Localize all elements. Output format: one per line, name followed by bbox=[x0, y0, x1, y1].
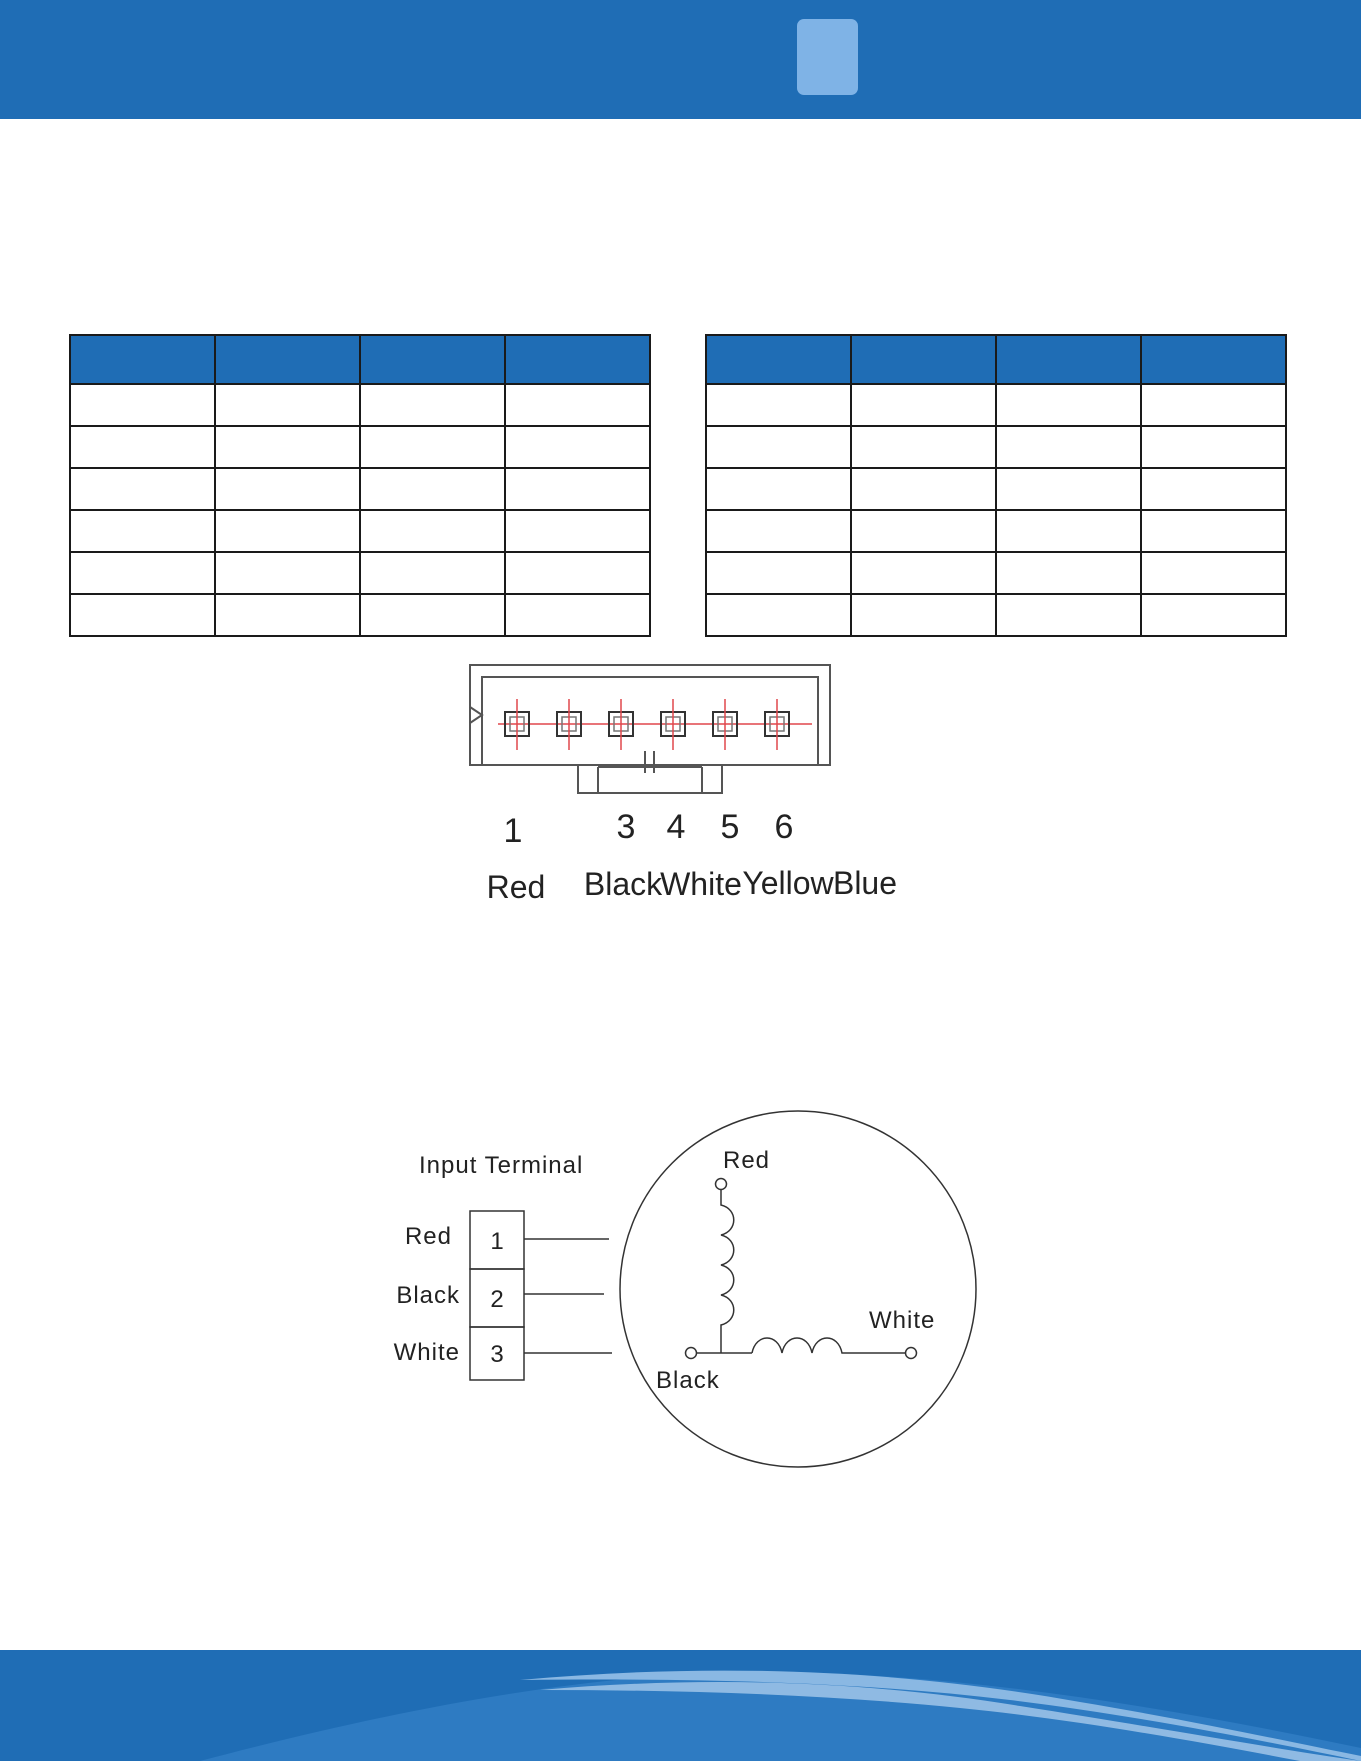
table-row bbox=[70, 468, 650, 510]
coil-label-black: Black bbox=[656, 1367, 720, 1394]
table-cell bbox=[996, 384, 1141, 426]
terminal-label-red: Red bbox=[404, 1223, 452, 1250]
table-cell bbox=[1141, 552, 1286, 594]
table-cell bbox=[1141, 426, 1286, 468]
header-cell bbox=[70, 335, 215, 384]
table-cell bbox=[505, 426, 650, 468]
table-row bbox=[70, 384, 650, 426]
table-cell bbox=[70, 468, 215, 510]
motor-outline bbox=[620, 1111, 976, 1467]
table-cell bbox=[360, 468, 505, 510]
table-cell bbox=[851, 510, 996, 552]
pin-number-3: 3 bbox=[616, 808, 636, 846]
coil-label-red: Red bbox=[723, 1147, 771, 1174]
table-header-row bbox=[706, 335, 1286, 384]
table-cell bbox=[505, 594, 650, 636]
table-cell bbox=[70, 552, 215, 594]
header-cell bbox=[996, 335, 1141, 384]
table-row bbox=[70, 594, 650, 636]
table-cell bbox=[1141, 384, 1286, 426]
table-cell bbox=[215, 384, 360, 426]
table-cell bbox=[215, 594, 360, 636]
table-cell bbox=[70, 384, 215, 426]
header-cell bbox=[851, 335, 996, 384]
footer-swoosh bbox=[0, 1650, 1361, 1761]
pin-number-4: 4 bbox=[666, 808, 686, 846]
connector-diagram bbox=[460, 655, 920, 915]
table-cell bbox=[996, 552, 1141, 594]
table-cell bbox=[360, 594, 505, 636]
table-cell bbox=[851, 384, 996, 426]
header-cell bbox=[215, 335, 360, 384]
table-cell bbox=[215, 426, 360, 468]
table-cell bbox=[70, 426, 215, 468]
table-cell bbox=[851, 594, 996, 636]
table-cell bbox=[996, 594, 1141, 636]
table-cell bbox=[706, 552, 851, 594]
spec-table-left bbox=[69, 334, 651, 637]
terminal-number-2: 2 bbox=[490, 1286, 504, 1313]
table-cell bbox=[215, 552, 360, 594]
pin-color-blue: Blue bbox=[832, 865, 898, 901]
terminal-title: Input Terminal bbox=[419, 1152, 584, 1179]
header-cell bbox=[505, 335, 650, 384]
table-cell bbox=[1141, 594, 1286, 636]
table-cell bbox=[215, 468, 360, 510]
table-row bbox=[706, 384, 1286, 426]
table-cell bbox=[70, 594, 215, 636]
table-cell bbox=[851, 426, 996, 468]
table-cell bbox=[505, 552, 650, 594]
table-row bbox=[706, 468, 1286, 510]
terminal-label-black: Black bbox=[396, 1282, 460, 1309]
table-cell bbox=[706, 426, 851, 468]
header-tab-accent bbox=[797, 19, 858, 95]
table-row bbox=[706, 510, 1286, 552]
pin-number-6: 6 bbox=[774, 808, 794, 846]
pin-color-black: Black bbox=[583, 866, 663, 902]
table-cell bbox=[706, 594, 851, 636]
table-cell bbox=[505, 510, 650, 552]
table-cell bbox=[851, 468, 996, 510]
header-band bbox=[0, 0, 1361, 119]
spec-table-right bbox=[705, 334, 1287, 637]
table-cell bbox=[215, 510, 360, 552]
header-cell bbox=[706, 335, 851, 384]
header-cell bbox=[1141, 335, 1286, 384]
table-cell bbox=[360, 510, 505, 552]
table-cell bbox=[505, 384, 650, 426]
table-row bbox=[70, 426, 650, 468]
header-cell bbox=[360, 335, 505, 384]
table-cell bbox=[1141, 510, 1286, 552]
table-row bbox=[706, 552, 1286, 594]
motor-wiring-diagram bbox=[380, 1105, 1000, 1485]
table-cell bbox=[360, 384, 505, 426]
terminal-number-3: 3 bbox=[490, 1341, 504, 1368]
table-row bbox=[706, 594, 1286, 636]
pin-number-5: 5 bbox=[720, 808, 740, 846]
table-cell bbox=[360, 426, 505, 468]
table-row bbox=[706, 426, 1286, 468]
terminal-label-white: White bbox=[393, 1339, 460, 1366]
table-cell bbox=[996, 426, 1141, 468]
table-cell bbox=[1141, 468, 1286, 510]
table-header-row bbox=[70, 335, 650, 384]
table-cell bbox=[706, 468, 851, 510]
footer-band bbox=[0, 1650, 1361, 1761]
table-cell bbox=[505, 468, 650, 510]
table-cell bbox=[851, 552, 996, 594]
table-row bbox=[70, 552, 650, 594]
table-cell bbox=[70, 510, 215, 552]
pin-color-yellow: Yellow bbox=[742, 865, 834, 901]
coil-label-white: White bbox=[869, 1307, 936, 1334]
terminal-number-1: 1 bbox=[490, 1228, 504, 1255]
pin-number-1: 1 bbox=[503, 812, 523, 850]
table-cell bbox=[706, 510, 851, 552]
table-cell bbox=[360, 552, 505, 594]
table-cell bbox=[996, 510, 1141, 552]
table-row bbox=[70, 510, 650, 552]
pin-color-red: Red bbox=[486, 869, 546, 905]
table-cell bbox=[996, 468, 1141, 510]
pin-color-white: White bbox=[660, 866, 742, 902]
terminal-leads bbox=[524, 1239, 612, 1353]
table-cell bbox=[706, 384, 851, 426]
